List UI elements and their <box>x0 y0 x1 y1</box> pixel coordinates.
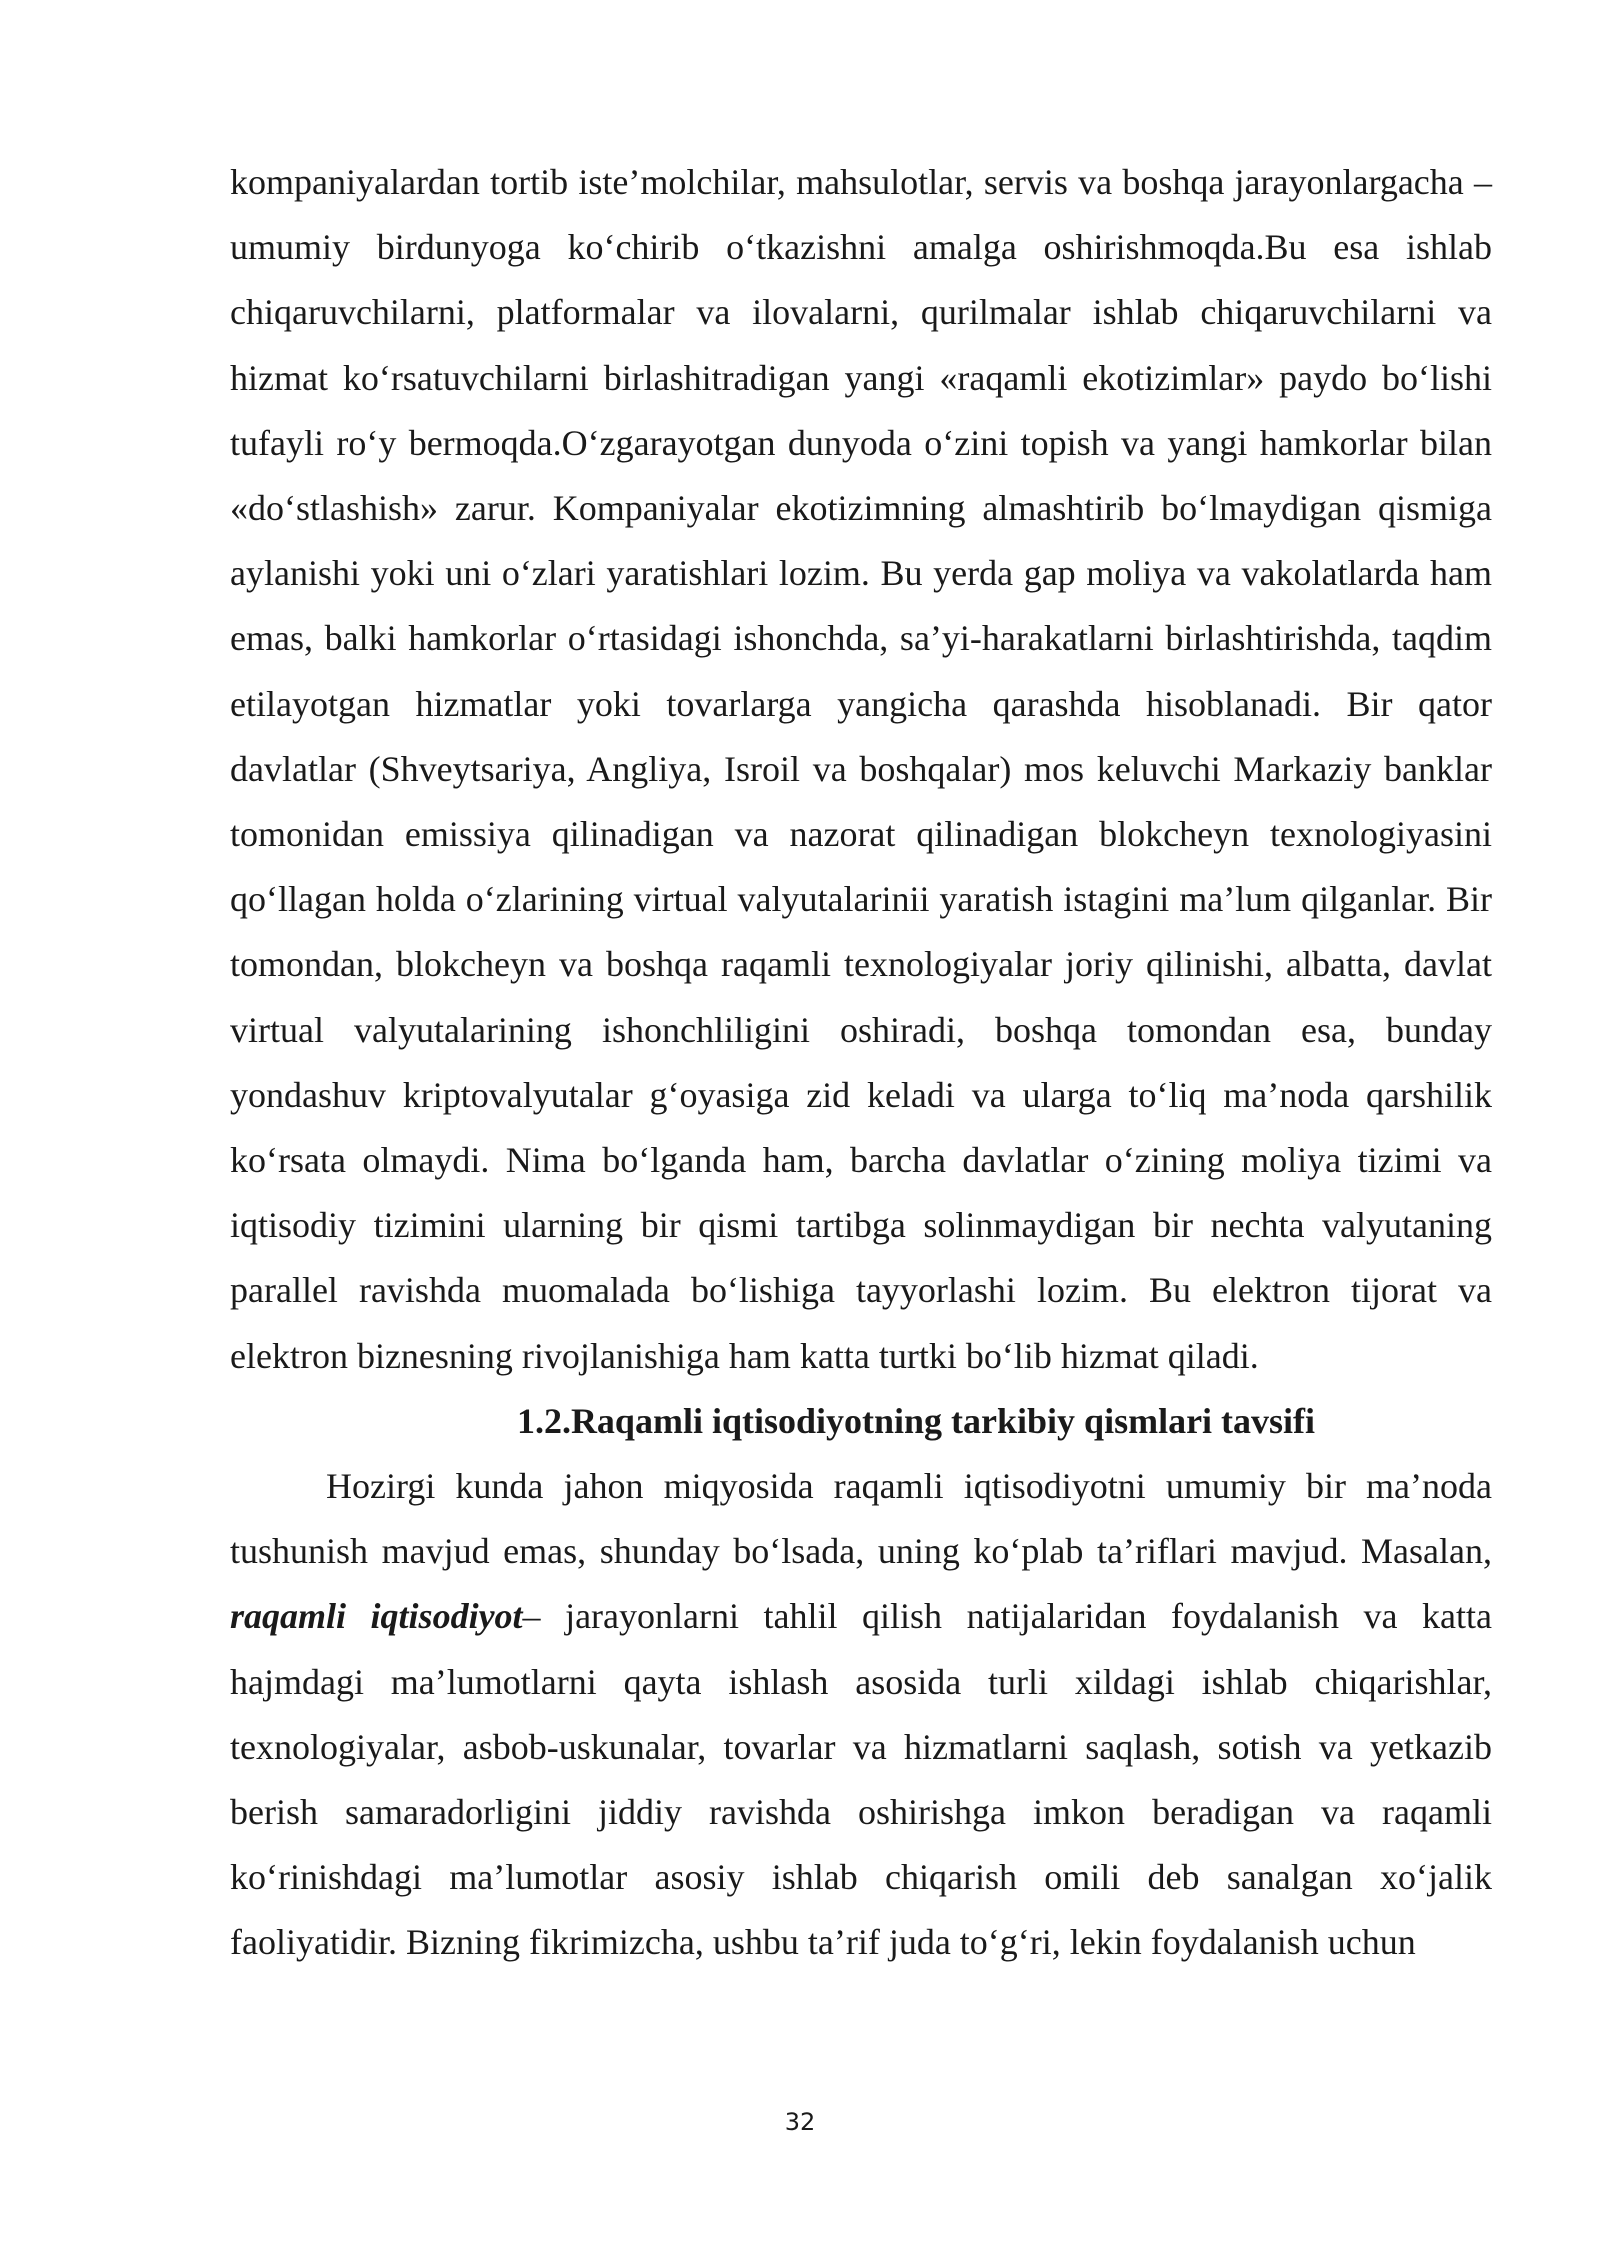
body-paragraph-2 <box>230 1454 1492 1976</box>
paragraph-2-intro: Hozirgi kunda jahon miqyosida raqamli iqtisodiyotni umumiy bir ma’noda tushunish mavjud emas, shunday bo‘lsada, uning ko‘plab ta’riflari mavjud. Masalan, <box>230 1466 1492 1572</box>
document-page <box>230 150 1492 1976</box>
section-heading: 1.2.Raqamli iqtisodiyotning tarkibiy qismlari tavsifi <box>516 1400 1316 1441</box>
page-number: 32 <box>784 2108 816 2136</box>
body-paragraph-1: kompaniyalardan tortib iste’molchilar, mahsulotlar, servis va boshqa jarayonlargacha – umumiy birdunyoga ko‘chirib o‘tkazishni amalga oshirishmoqda.Bu esa ishlab chiqaruvchilarni, platformalar va ilovalarni, qurilmalar ishlab chiqaruvchilarni va hizmat ko‘rsatuvchilarni birlashitradigan yangi «raqamli ekotizimlar» paydo bo‘lishi tufayli ro‘y bermoqda.O‘zgarayotgan dunyoda o‘zini topish va yangi hamkorlar bilan «do‘stlashish» zarur. Kompaniyalar ekotizimning almashtirib bo‘lmaydigan qismiga aylanishi yoki uni o‘zlari yaratishlari lozim. Bu yerda gap moliya va vakolatlarda ham emas, balki hamkorlar o‘rtasidagi ishonchda, sa’yi-harakatlarni birlashtirishda, taqdim etilayotgan hizmatlar yoki tovarlarga yangicha qarashda hisoblanadi. Bir qator davlatlar (Shveytsariya, Angliya, Isroil va boshqalar) mos keluvchi Markaziy banklar tomonidan emissiya qilinadigan va nazorat qilinadigan blokcheyn texnologiyasini qo‘llagan holda o‘zlarining virtual valyutalarinii yaratish istagini ma’lum qilganlar. Bir tomondan, blokcheyn va boshqa raqamli texnologiyalar joriy qilinishi, albatta, davlat virtual valyutalarining ishonchliligini oshiradi, boshqa tomondan esa, bunday yondashuv kriptovalyutalar g‘oyasiga zid keladi va ularga to‘liq ma’noda qarshilik ko‘rsata olmaydi. Nima bo‘lganda ham, barcha davlatlar o‘zining moliya tizimi va iqtisodiy tizimini ularning bir qismi tartibga solinmaydigan bir nechta valyutaning parallel ravishda muomalada bo‘lishiga tayyorlashi lozim. Bu elektron tijorat va elektron biznesning rivojlanishiga ham katta turtki bo‘lib hizmat qiladi. <box>230 162 1492 1376</box>
paragraph-2-definition: – jarayonlarni tahlil qilish natijalaridan foydalanish va katta hajmdagi ma’lumotlarni qayta ishlash asosida turli xildagi ishlab chiqarishlar, texnologiyalar, asbob-uskunalar, tovarlar va hizmatlarni saqlash, sotish va yetkazib berish samaradorligini jiddiy ravishda oshirishga imkon beradigan va raqamli ko‘rinishdagi ma’lumotlar asosiy ishlab chiqarish omili deb sanalgan xo‘jalik faoliyatidir. Bizning fikrimizcha, ushbu ta’rif juda to‘g‘ri, lekin foydalanish uchun <box>230 1596 1492 1963</box>
defined-term: raqamli iqtisodiyot <box>230 1596 523 1637</box>
